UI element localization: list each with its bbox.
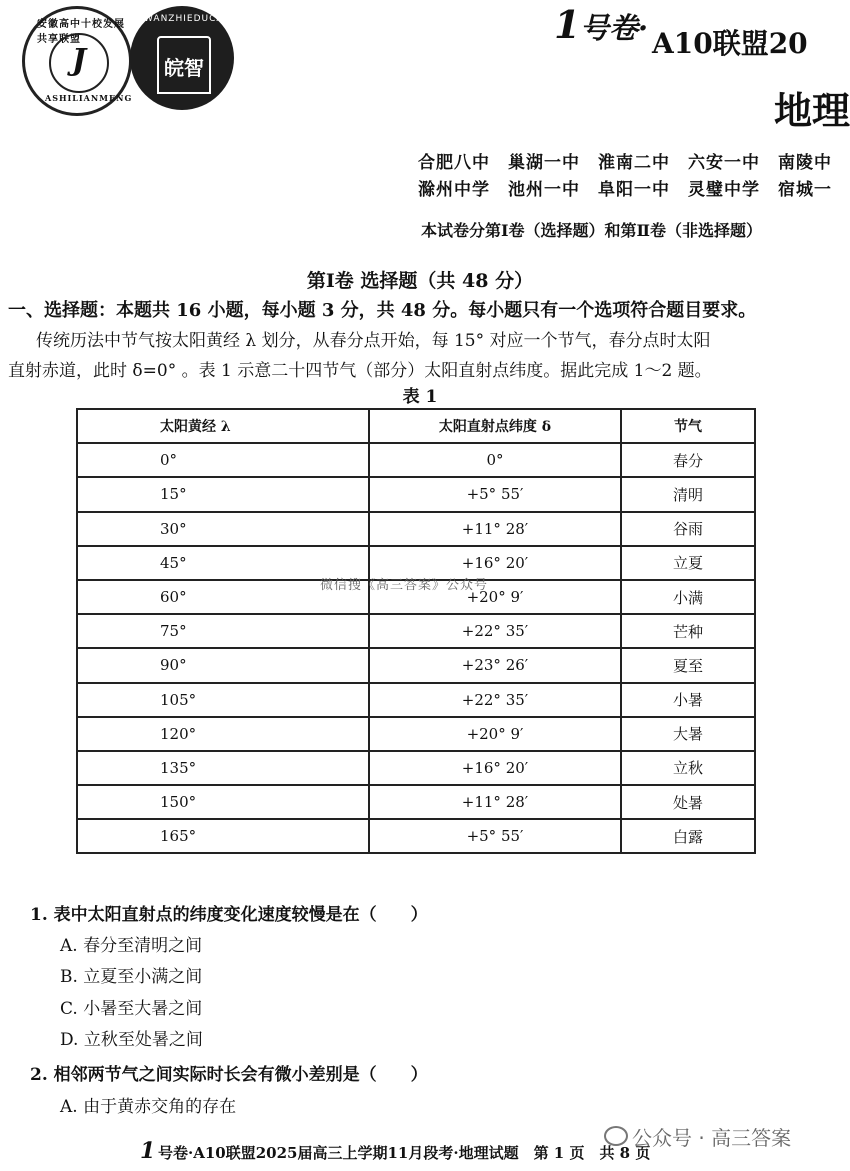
cell-solar-term: 清明 bbox=[621, 477, 755, 511]
cell-solar-longitude: 135° bbox=[77, 751, 369, 785]
school-list-line-1: 合肥八中 巢湖一中 淮南二中 六安一中 南陵中 bbox=[418, 153, 832, 173]
cell-solar-longitude: 90° bbox=[77, 648, 369, 682]
wechat-badge-text: 公众号 · 高三答案 bbox=[632, 1126, 792, 1150]
cell-solar-longitude: 0° bbox=[77, 443, 369, 477]
seal-emblem-glyph: J bbox=[71, 43, 87, 78]
table-header-row bbox=[77, 409, 755, 443]
section-title: 第Ⅰ卷 选择题（共 48 分） bbox=[306, 270, 534, 292]
cell-solar-term: 芒种 bbox=[621, 614, 755, 648]
table-row bbox=[77, 717, 755, 751]
table-row bbox=[77, 751, 755, 785]
subject-title: 地理 bbox=[774, 88, 850, 133]
cell-solar-term: 立秋 bbox=[621, 751, 755, 785]
passage-line-2: 直射赤道，此时 δ=0° 。表 1 示意二十四节气（部分）太阳直射点纬度。据此完成 1～2 题。 bbox=[8, 361, 712, 381]
cell-solar-term: 谷雨 bbox=[621, 512, 755, 546]
cell-solar-term: 小满 bbox=[621, 580, 755, 614]
cell-solar-longitude: 105° bbox=[77, 683, 369, 717]
section-instruction: 一、选择题：本题共 16 小题，每小题 3 分，共 48 分。每小题只有一个选项符合题目要求。 bbox=[8, 300, 757, 321]
table-row bbox=[77, 512, 755, 546]
cell-solar-longitude: 45° bbox=[77, 546, 369, 580]
alliance-seal-logo bbox=[22, 6, 132, 116]
table-caption: 表 1 bbox=[402, 387, 438, 407]
header-subsolar-latitude: 太阳直射点纬度 δ bbox=[369, 409, 621, 443]
cell-solar-term: 立夏 bbox=[621, 546, 755, 580]
seal-ring-text-bottom: ASHILIANMENG bbox=[45, 93, 133, 103]
cell-subsolar-latitude: +22° 35′ bbox=[369, 683, 621, 717]
cell-solar-term: 大暑 bbox=[621, 717, 755, 751]
cell-subsolar-latitude: +11° 28′ bbox=[369, 785, 621, 819]
cell-subsolar-latitude: +5° 55′ bbox=[369, 819, 621, 853]
cell-solar-term: 小暑 bbox=[621, 683, 755, 717]
cell-subsolar-latitude: +20° 9′ bbox=[369, 717, 621, 751]
table-row bbox=[77, 683, 755, 717]
cell-solar-longitude: 15° bbox=[77, 477, 369, 511]
question-2-option-a: A. 由于黄赤交角的存在 bbox=[60, 1097, 237, 1117]
cell-solar-longitude: 75° bbox=[77, 614, 369, 648]
cell-solar-longitude: 30° bbox=[77, 512, 369, 546]
seal-ring-text: WANZHIEDUCATION bbox=[144, 14, 249, 24]
question-1-option-d: D. 立秋至处暑之间 bbox=[60, 1030, 203, 1050]
footer-text: 号卷·A10联盟2025届高三上学期11月段考·地理试题 第 1 页 共 8 页 bbox=[158, 1144, 651, 1162]
header-solar-longitude: 太阳黄经 λ bbox=[77, 409, 369, 443]
wechat-icon bbox=[604, 1126, 628, 1146]
header-solar-term: 节气 bbox=[621, 409, 755, 443]
table-row bbox=[77, 648, 755, 682]
wanzhi-education-seal-logo bbox=[130, 6, 249, 110]
table-row bbox=[77, 614, 755, 648]
cell-subsolar-latitude: +11° 28′ bbox=[369, 512, 621, 546]
cell-solar-longitude: 120° bbox=[77, 717, 369, 751]
brand-mark: 1 bbox=[554, 2, 581, 47]
question-2-stem: 2. 相邻两节气之间实际时长会有微小差别是（ ） bbox=[30, 1065, 428, 1085]
table-row bbox=[77, 443, 755, 477]
seal-center-text: 皖智 bbox=[164, 56, 204, 80]
paper-structure-note: 本试卷分第Ⅰ卷（选择题）和第Ⅱ卷（非选择题） bbox=[421, 221, 762, 240]
wechat-badge bbox=[604, 1122, 791, 1151]
cell-solar-term: 白露 bbox=[621, 819, 755, 853]
table-row bbox=[77, 785, 755, 819]
cell-solar-longitude: 150° bbox=[77, 785, 369, 819]
solar-term-table bbox=[76, 408, 756, 854]
seal-ring-text-top: 安徽高中十校发展共享联盟 bbox=[37, 19, 125, 45]
question-1-stem: 1. 表中太阳直射点的纬度变化速度较慢是在（ ） bbox=[30, 905, 428, 925]
brand-title: 号卷· bbox=[580, 11, 649, 45]
cell-subsolar-latitude: +5° 55′ bbox=[369, 477, 621, 511]
question-1-option-c: C. 小暑至大暑之间 bbox=[60, 999, 203, 1019]
table-row bbox=[77, 819, 755, 853]
watermark-text: 微信搜《高三答案》公众号 bbox=[320, 578, 489, 593]
table-row bbox=[77, 477, 755, 511]
cell-subsolar-latitude: +20° 9′ bbox=[369, 580, 621, 614]
cell-subsolar-latitude: +16° 20′ bbox=[369, 751, 621, 785]
question-1-option-a: A. 春分至清明之间 bbox=[60, 936, 203, 956]
cell-subsolar-latitude: +16° 20′ bbox=[369, 546, 621, 580]
school-list-line-2: 滁州中学 池州一中 阜阳一中 灵璧中学 宿城一 bbox=[418, 180, 832, 200]
cell-solar-term: 处暑 bbox=[621, 785, 755, 819]
question-1-option-b: B. 立夏至小满之间 bbox=[60, 967, 203, 987]
cell-solar-longitude: 165° bbox=[77, 819, 369, 853]
exam-series-title: A10联盟20 bbox=[652, 27, 808, 60]
seal-emblem bbox=[49, 33, 109, 93]
passage-line-1: 传统历法中节气按太阳黄经 λ 划分，从春分点开始，每 15° 对应一个节气，春分点时太阳 bbox=[36, 331, 711, 351]
cell-subsolar-latitude: 0° bbox=[369, 443, 621, 477]
cell-solar-term: 夏至 bbox=[621, 648, 755, 682]
cell-subsolar-latitude: +22° 35′ bbox=[369, 614, 621, 648]
cell-solar-term: 春分 bbox=[621, 443, 755, 477]
cell-solar-longitude: 60° bbox=[77, 580, 369, 614]
cell-subsolar-latitude: +23° 26′ bbox=[369, 648, 621, 682]
footer-brand-mark: 1 bbox=[140, 1138, 156, 1164]
